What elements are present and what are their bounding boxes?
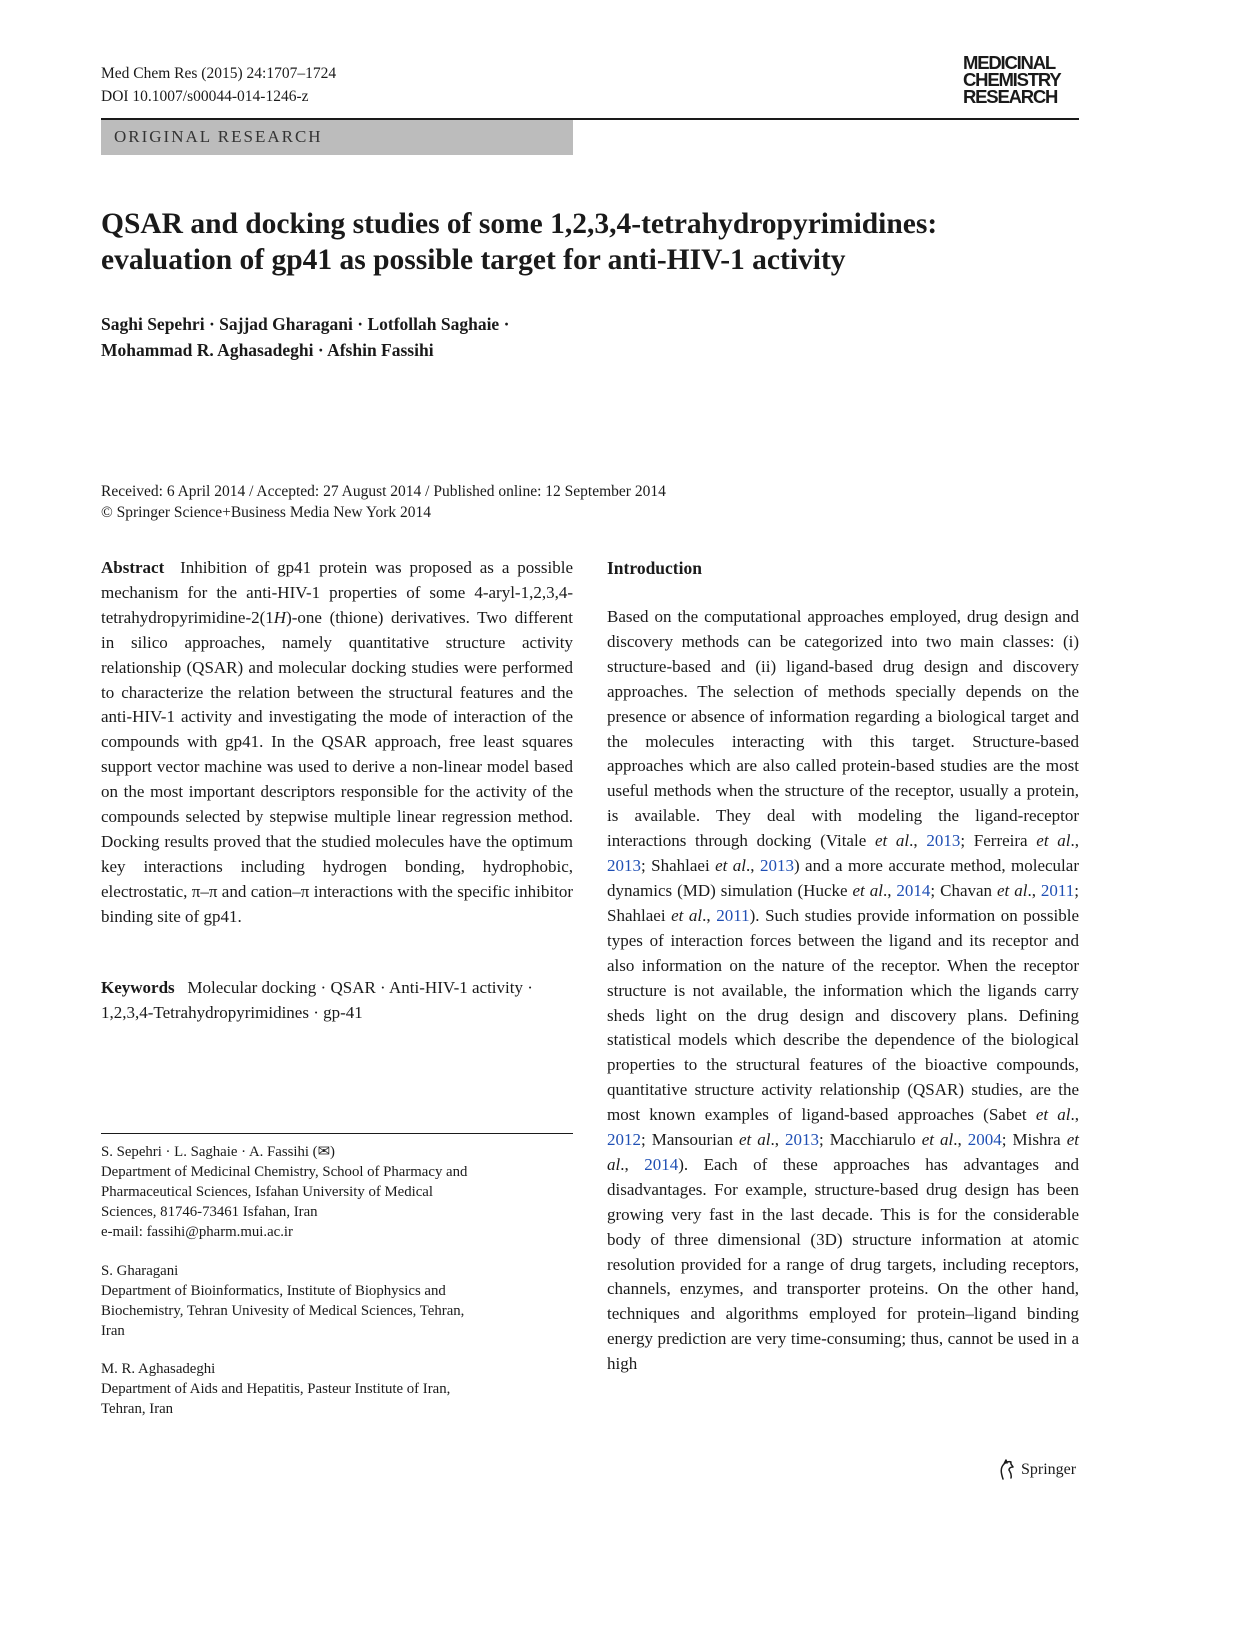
et-al: et al — [671, 905, 703, 925]
intro-text: Based on the computational approaches employed, drug design and discovery methods can be categorized into two main classes: (i) structure-based and (ii) ligand-based drug design and discovery approaches. The selection of methods specially depends on the presence or absence of information regarding a biological target and the molecules interacting with this target. Structure-based approaches which are also called protein-based studies are the most useful methods when the structure of the receptor, usually a protein, is available. They deal with modeling the ligand-receptor interactions through docking (Vitale — [607, 607, 1079, 851]
citation-link[interactable]: 2013 — [785, 1130, 820, 1150]
citation-link[interactable]: 2014 — [644, 1154, 679, 1174]
et-al: et al — [607, 1130, 1080, 1174]
et-al: et al — [715, 856, 747, 876]
logo-line-3: RESEARCH — [963, 86, 1058, 107]
affiliation-line: Iran — [101, 1323, 125, 1339]
intro-text: ; Macchiarulo — [819, 1130, 922, 1150]
affiliation-line: Pharmaceutical Sciences, Isfahan University of Medical — [101, 1184, 433, 1200]
abstract-label: Abstract — [101, 558, 165, 577]
intro-text: ). Such studies provide information on possible types of interaction forces between the ligand and its receptor and also information on the nature of the receptor. When the receptor structure is not available, the information which the ligands carry sheds light on the drug design and discovery plans. Defining statistical models which describe the dependence of the biological properties to the structural features of the bioactive compounds, quantitative structure activity relationship (QSAR) studies, are the most known examples of ligand-based approaches (Sabet — [607, 905, 1080, 1125]
et-al: et al — [738, 1130, 771, 1150]
intro-text: ; Shahlaei — [607, 880, 1080, 925]
affiliation-line: Department of Aids and Hepatitis, Pasteur Institute of Iran, — [101, 1381, 451, 1397]
springer-horse-icon — [997, 1459, 1017, 1481]
publisher-mark — [997, 1459, 1076, 1481]
affiliation-email[interactable]: e-mail: fassihi@pharm.mui.ac.ir — [101, 1224, 293, 1240]
affiliation-3 — [101, 1359, 573, 1419]
page-title — [101, 206, 1101, 278]
authors — [101, 311, 1001, 363]
intro-text: ; Ferreira — [960, 831, 1037, 851]
affiliation-rule — [101, 1133, 573, 1134]
citation-link[interactable]: 2013 — [759, 856, 794, 876]
copyright: © Springer Science+Business Media New York 2014 — [101, 504, 432, 521]
logo-line-1: MEDICINAL — [963, 52, 1055, 73]
affiliation-names: M. R. Aghasadeghi — [101, 1361, 216, 1377]
citation-link[interactable]: 2013 — [926, 831, 961, 851]
journal-logo — [963, 54, 1081, 105]
affiliation-1 — [101, 1142, 573, 1242]
introduction-body: Based on the computational approaches employed, drug design and discovery methods can be categorized into two main classes: (i) structure-based and (ii) ligand-based drug design and discovery approaches. The selection of methods specially depends on the presence or absence of information regarding a biological target and the molecules interacting with this target. Structure-based approaches which are also called protein-based studies are the most useful methods when the structure of the receptor, usually a protein, is available. They deal with modeling the ligand-receptor interactions through docking (Vitale et al., 2013; Ferreira et al., 2013; Shahlaei et al., 2013) and a more accurate method, molecular dynamics (MD) simulation (Hucke et al., 2014; Chavan et al., 2011; Shahlaei et al., 2011). Such studies provide information on possible types of interaction forces between the ligand and its receptor and also information on the nature of the receptor. When the receptor structure is not available, the information which the ligands carry sheds light on the drug design and discovery plans. Defining statistical models which describe the dependence of the biological properties to the structural features of the bioactive compounds, quantitative structure activity relationship (QSAR) studies, are the most known examples of ligand-based approaches (Sabet et al., 2012; Mansourian et al., 2013; Macchiarulo et al., 2004; Mishra et al., 2014). Each of these approaches has advantages and disadvantages. For example, structure-based drug design has been growing very fast in the last decade. This is for the considerable body of three dimensional (3D) structure information at atomic resolution provided for a range of drug targets, including receptors, channels, enzymes, and transporter proteins. On the other hand, techniques and algorithms employed for protein–ligand binding energy prediction are very time-consuming; thus, cannot be used in a high — [607, 607, 1080, 1374]
et-al: et al — [852, 880, 883, 900]
abstract-text-a: Inhibition of gp41 protein was proposed as a possible mechanism for the anti-HIV-1 properties of some 4-aryl-1,2,3,4-tetrahydropyrimidine-2(1 — [101, 558, 574, 627]
introduction-heading: Introduction — [607, 558, 702, 578]
intro-text: ). Each of these approaches has advantages and disadvantages. For example, structure-based drug design has been growing very fast in the last decade. This is for the considerable body of three dimensional (3D) structure information at atomic resolution provided for a range of drug targets, including receptors, channels, enzymes, and transporter proteins. On the other hand, techniques and algorithms employed for protein–ligand binding energy prediction are very time-consuming; thus, cannot be used in a high — [607, 1154, 1079, 1374]
et-al: et al — [874, 831, 910, 851]
title-line-2: evaluation of gp41 as possible target for anti-HIV-1 activity — [101, 244, 846, 276]
affiliation-line: Department of Bioinformatics, Institute of Biophysics and — [101, 1283, 446, 1299]
citation-link[interactable]: 2014 — [896, 880, 931, 900]
article-dates — [101, 481, 1001, 523]
affiliation-line: Sciences, 81746-73461 Isfahan, Iran — [101, 1204, 318, 1220]
keywords-label: Keywords — [101, 978, 175, 997]
intro-text: ) and a more accurate method, molecular dynamics (MD) simulation (Hucke — [607, 856, 1079, 900]
authors-line-1: Saghi Sepehri · Sajjad Gharagani · Lotfollah Saghaie · — [101, 314, 510, 334]
citation-link[interactable]: 2012 — [607, 1130, 641, 1150]
citation-link[interactable]: 2011 — [716, 905, 750, 925]
citation-link[interactable]: 2013 — [607, 856, 641, 876]
intro-text: ; Mishra — [1001, 1130, 1067, 1150]
et-al: et al — [1036, 831, 1071, 851]
abstract — [101, 556, 573, 930]
affiliation-names: S. Gharagani — [101, 1263, 179, 1279]
intro-text: ; Mansourian — [641, 1130, 739, 1150]
citation-link[interactable]: 2011 — [1040, 880, 1075, 900]
et-al: et al — [1035, 1105, 1071, 1125]
affiliation-names: S. Sepehri · L. Saghaie · A. Fassihi (✉) — [101, 1144, 335, 1160]
abstract-text-b: )-one (thione) derivatives. Two different in silico approaches, namely quantitative structure activity relationship (QSAR) and molecular docking studies were performed to characterize the relation between the structural features and the anti-HIV-1 activity and investigating the mode of interaction of the compounds with gp41. In the QSAR approach, free least squares support vector machine was used to derive a non-linear model based on the most important descriptors responsible for the activity of the compounds selected by stepwise multiple linear regression method. Docking results proved that the studied molecules have the optimum key interactions including hydrogen bonding, hydrophobic, electrostatic, π–π and cation–π interactions with the specific inhibitor binding site of gp41. — [101, 607, 573, 926]
history-dates: Received: 6 April 2014 / Accepted: 27 August 2014 / Published online: 12 September 2014 — [101, 483, 666, 500]
doi[interactable]: DOI 10.1007/s00044-014-1246-z — [101, 88, 309, 105]
section-label: ORIGINAL RESEARCH — [101, 120, 573, 155]
authors-line-2: Mohammad R. Aghasadeghi · Afshin Fassihi — [101, 340, 434, 360]
keywords-text: Molecular docking · QSAR · Anti-HIV-1 activity · 1,2,3,4-Tetrahydropyrimidines · gp-41 — [101, 978, 533, 1022]
keywords — [101, 976, 573, 1026]
affiliation-line: Department of Medicinal Chemistry, School of Pharmacy and — [101, 1164, 468, 1180]
affiliation-2 — [101, 1261, 573, 1341]
et-al: et al — [921, 1130, 954, 1150]
intro-text: ; Shahlaei — [641, 856, 716, 876]
intro-text: ; Chavan — [930, 880, 997, 900]
abstract-italic: H — [273, 607, 287, 627]
citation-link[interactable]: 2004 — [967, 1130, 1002, 1150]
affiliation-line: Tehran, Iran — [101, 1401, 174, 1417]
et-al: et al — [996, 880, 1028, 900]
publisher-name: Springer — [1021, 1461, 1077, 1478]
logo-line-2: CHEMISTRY — [963, 69, 1061, 90]
journal-citation: Med Chem Res (2015) 24:1707–1724 — [101, 65, 337, 82]
title-line-1: QSAR and docking studies of some 1,2,3,4-tetrahydropyrimidines: — [101, 208, 938, 240]
affiliation-line: Biochemistry, Tehran Univesity of Medical Sciences, Tehran, — [101, 1303, 465, 1319]
